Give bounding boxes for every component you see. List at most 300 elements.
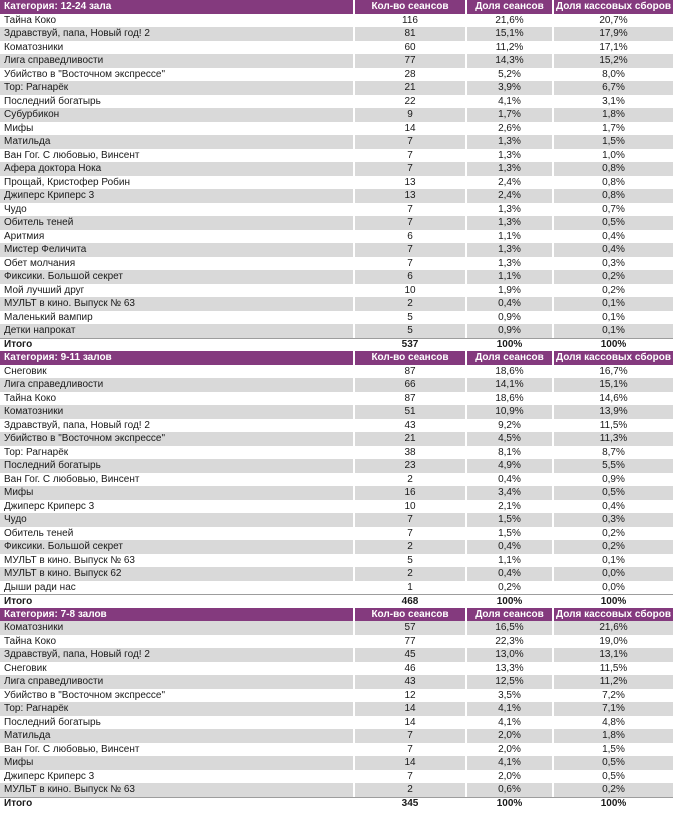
movie-row	[0, 702, 673, 716]
column-header-sessions-count: Кол-во сеансов	[355, 608, 465, 622]
movie-title: Снеговик	[4, 662, 47, 674]
sessions-count: 7	[355, 135, 465, 149]
boxoffice-share: 0,5%	[554, 216, 673, 230]
sessions-count: 7	[355, 513, 465, 527]
sessions-share: 0,4%	[498, 473, 521, 485]
sessions-count: 22	[404, 95, 416, 107]
sessions-count: 7	[355, 729, 465, 743]
sessions-count: 10	[404, 284, 416, 296]
movie-title: Обет молчания	[4, 257, 76, 269]
sessions-share: 4,1%	[498, 95, 521, 107]
movie-row	[0, 284, 673, 298]
sessions-count: 21	[355, 81, 465, 95]
sessions-share: 100%	[496, 798, 523, 809]
category-section	[0, 351, 673, 608]
boxoffice-share: 21,6%	[554, 621, 673, 635]
sessions-share: 13,3%	[495, 662, 524, 674]
sessions-count: 13	[355, 189, 465, 203]
movie-title: Джиперс Криперс 3	[4, 770, 95, 782]
movie-row	[0, 729, 673, 743]
sessions-count: 2	[355, 567, 465, 581]
column-header-sessions-count: Кол-во сеансов	[355, 0, 465, 14]
sessions-count: 7	[407, 527, 413, 539]
boxoffice-share: 6,7%	[554, 81, 673, 95]
boxoffice-share: 0,4%	[554, 243, 673, 257]
boxoffice-share: 14,6%	[599, 392, 628, 404]
boxoffice-share: 7,1%	[554, 702, 673, 716]
sessions-count: 23	[355, 459, 465, 473]
column-header-sessions-share: Доля сеансов	[467, 608, 552, 622]
sessions-share: 18,6%	[495, 392, 524, 404]
sessions-count: 51	[355, 405, 465, 419]
movie-row	[0, 81, 673, 95]
sessions-share: 1,3%	[467, 162, 552, 176]
boxoffice-share: 16,7%	[599, 365, 628, 377]
movie-row	[0, 162, 673, 176]
movie-title: Дыши ради нас	[4, 581, 76, 593]
movie-row	[0, 473, 673, 487]
movie-row	[0, 365, 673, 379]
sessions-count: 7	[407, 149, 413, 161]
movie-title: Тор: Рагнарёк	[0, 702, 353, 716]
sessions-count: 12	[404, 689, 416, 701]
movie-title: Убийство в "Восточном экспрессе"	[0, 432, 353, 446]
boxoffice-share: 5,5%	[554, 459, 673, 473]
movie-title: Мифы	[4, 122, 34, 134]
sessions-count: 2	[355, 783, 465, 797]
sessions-share: 9,2%	[498, 419, 521, 431]
movie-row	[0, 783, 673, 797]
sessions-share: 0,2%	[498, 581, 521, 593]
movie-row	[0, 230, 673, 244]
boxoffice-share: 0,8%	[554, 162, 673, 176]
movie-row	[0, 446, 673, 460]
boxoffice-share: 0,9%	[602, 473, 625, 485]
movie-row	[0, 513, 673, 527]
movie-title: Итого	[4, 339, 33, 350]
boxoffice-share: 11,3%	[554, 432, 673, 446]
boxoffice-share: 11,2%	[554, 675, 673, 689]
sessions-share: 22,3%	[495, 635, 524, 647]
movie-title: МУЛЬТ в кино. Выпуск 62	[0, 567, 353, 581]
movie-row	[0, 689, 673, 703]
boxoffice-share: 15,2%	[554, 54, 673, 68]
movie-row	[0, 176, 673, 190]
movie-row	[0, 95, 673, 109]
column-header-boxoffice-share: Доля кассовых сборов	[554, 0, 673, 14]
movie-title: Детки напрокат	[0, 324, 353, 338]
boxoffice-share: 0,3%	[554, 513, 673, 527]
movie-row	[0, 540, 673, 554]
sessions-share: 16,5%	[467, 621, 552, 635]
movie-row	[0, 27, 673, 41]
boxoffice-share: 0,5%	[554, 756, 673, 770]
sessions-share: 2,1%	[498, 500, 521, 512]
movie-row	[0, 567, 673, 581]
boxoffice-share: 19,0%	[599, 635, 628, 647]
movie-row	[0, 257, 673, 271]
sessions-count: 77	[355, 54, 465, 68]
sessions-share: 2,0%	[467, 729, 552, 743]
sessions-count: 13	[404, 176, 416, 188]
boxoffice-share: 11,5%	[599, 419, 628, 431]
sessions-count: 7	[407, 257, 413, 269]
column-header-boxoffice-share: Доля кассовых сборов	[554, 351, 673, 365]
movie-row	[0, 216, 673, 230]
category-section	[0, 0, 673, 351]
boxoffice-share: 1,5%	[602, 743, 625, 755]
movie-row	[0, 122, 673, 136]
boxoffice-share: 8,0%	[602, 68, 625, 80]
sessions-count: 5	[407, 311, 413, 323]
movie-title: Коматозники	[4, 41, 64, 53]
sessions-share: 1,7%	[467, 108, 552, 122]
sessions-share: 3,5%	[498, 689, 521, 701]
movie-title: Здравствуй, папа, Новый год! 2	[0, 648, 353, 662]
movie-row	[0, 635, 673, 649]
movie-title: Здравствуй, папа, Новый год! 2	[4, 419, 150, 431]
boxoffice-share: 0,1%	[602, 311, 625, 323]
sessions-share: 0,4%	[467, 567, 552, 581]
sessions-count: 116	[402, 14, 418, 26]
sessions-share: 12,5%	[467, 675, 552, 689]
sessions-share: 0,6%	[467, 783, 552, 797]
boxoffice-share: 1,5%	[554, 135, 673, 149]
sessions-count: 66	[355, 378, 465, 392]
sessions-count: 14	[355, 702, 465, 716]
movie-title: Тайна Коко	[4, 392, 57, 404]
movie-row	[0, 581, 673, 595]
sessions-share: 11,2%	[495, 41, 524, 53]
sessions-share: 4,1%	[467, 756, 552, 770]
movie-title: Маленький вампир	[4, 311, 93, 323]
sessions-count: 43	[404, 419, 416, 431]
boxoffice-share: 0,4%	[602, 230, 625, 242]
movie-title: Последний богатырь	[4, 716, 101, 728]
boxoffice-share: 0,5%	[602, 770, 625, 782]
movie-title: Тор: Рагнарёк	[4, 446, 69, 458]
sessions-share: 1,5%	[467, 513, 552, 527]
boxoffice-share: 100%	[600, 595, 627, 607]
sessions-count: 7	[407, 203, 413, 215]
boxoffice-share: 17,9%	[554, 27, 673, 41]
boxoffice-share: 0,2%	[602, 527, 625, 539]
sessions-share: 8,1%	[498, 446, 521, 458]
boxoffice-share: 0,3%	[602, 257, 625, 269]
movie-row	[0, 486, 673, 500]
movie-title: Коматозники	[0, 621, 353, 635]
movie-title: Тайна Коко	[4, 635, 57, 647]
total-row	[0, 338, 673, 352]
boxoffice-share: 0,1%	[602, 554, 625, 566]
sessions-share: 1,3%	[467, 135, 552, 149]
movie-row	[0, 405, 673, 419]
movie-row	[0, 662, 673, 676]
movie-title: Аритмия	[4, 230, 45, 242]
movie-title: Снеговик	[4, 365, 47, 377]
total-row	[0, 594, 673, 608]
sessions-count: 1	[407, 581, 413, 593]
sessions-share: 4,1%	[498, 716, 521, 728]
movie-title: Чудо	[4, 203, 27, 215]
movie-row	[0, 41, 673, 55]
movie-row	[0, 743, 673, 757]
category-header-row	[0, 608, 673, 622]
sessions-count: 7	[355, 216, 465, 230]
sessions-count: 5	[407, 554, 413, 566]
sessions-share: 2,4%	[467, 189, 552, 203]
boxoffice-share: 1,0%	[602, 149, 625, 161]
movie-row	[0, 311, 673, 325]
movie-row	[0, 297, 673, 311]
boxoffice-share: 0,1%	[554, 297, 673, 311]
boxoffice-share: 0,2%	[554, 783, 673, 797]
movie-title: Ван Гог. С любовью, Винсент	[4, 743, 140, 755]
sessions-count: 468	[401, 595, 419, 607]
boxoffice-share: 1,8%	[554, 108, 673, 122]
sessions-share: 1,5%	[498, 527, 521, 539]
sessions-share: 0,9%	[467, 324, 552, 338]
boxoffice-share: 0,2%	[554, 270, 673, 284]
boxoffice-share: 0,8%	[554, 189, 673, 203]
movie-title: Фиксики. Большой секрет	[0, 270, 353, 284]
sessions-share: 21,6%	[495, 14, 524, 26]
sessions-share: 4,5%	[467, 432, 552, 446]
sessions-count: 7	[407, 743, 413, 755]
movie-title: Тайна Коко	[4, 14, 57, 26]
movie-title: Итого	[4, 595, 33, 607]
movie-title: Прощай, Кристофер Робин	[4, 176, 131, 188]
movie-title: Мифы	[0, 756, 353, 770]
movie-row	[0, 324, 673, 338]
movie-row	[0, 135, 673, 149]
movie-row	[0, 378, 673, 392]
movie-row	[0, 203, 673, 217]
boxoffice-share: 0,0%	[554, 567, 673, 581]
sessions-count: 537	[401, 339, 419, 350]
movie-title: Коматозники	[0, 405, 353, 419]
boxoffice-share: 0,5%	[554, 486, 673, 500]
sessions-count: 45	[355, 648, 465, 662]
sessions-share: 3,4%	[467, 486, 552, 500]
boxoffice-share: 20,7%	[599, 14, 628, 26]
movie-title: Убийство в "Восточном экспрессе"	[4, 68, 166, 80]
sessions-count: 14	[355, 756, 465, 770]
column-header-sessions-count: Кол-во сеансов	[355, 351, 465, 365]
movie-row	[0, 270, 673, 284]
sessions-share: 100%	[496, 595, 523, 607]
sessions-count: 87	[404, 365, 416, 377]
movie-row	[0, 500, 673, 514]
movie-row	[0, 554, 673, 568]
sessions-count: 60	[404, 41, 416, 53]
sessions-count: 345	[401, 798, 419, 809]
movie-row	[0, 392, 673, 406]
movie-title: Матильда	[0, 135, 353, 149]
sessions-count: 7	[407, 770, 413, 782]
sessions-share: 13,0%	[467, 648, 552, 662]
movie-row	[0, 54, 673, 68]
sessions-count: 14	[404, 716, 416, 728]
movie-row	[0, 527, 673, 541]
boxoffice-share: 0,1%	[554, 324, 673, 338]
sessions-count: 43	[355, 675, 465, 689]
movie-title: МУЛЬТ в кино. Выпуск № 63	[0, 783, 353, 797]
sessions-share: 0,9%	[498, 311, 521, 323]
movie-row	[0, 432, 673, 446]
movie-row	[0, 68, 673, 82]
sessions-share: 2,0%	[498, 743, 521, 755]
movie-row	[0, 419, 673, 433]
sessions-count: 9	[355, 108, 465, 122]
sessions-share: 4,9%	[467, 459, 552, 473]
sessions-count: 46	[404, 662, 416, 674]
category-title: Категория: 9-11 залов	[0, 351, 353, 365]
movie-title: Убийство в "Восточном экспрессе"	[4, 689, 166, 701]
sessions-count: 6	[407, 230, 413, 242]
sessions-count: 21	[355, 432, 465, 446]
sessions-share: 18,6%	[495, 365, 524, 377]
sessions-count: 2	[407, 473, 413, 485]
boxoffice-share: 0,4%	[602, 500, 625, 512]
movie-row	[0, 459, 673, 473]
movie-row	[0, 756, 673, 770]
boxoffice-share: 1,7%	[602, 122, 625, 134]
movie-row	[0, 716, 673, 730]
sessions-share: 1,9%	[498, 284, 521, 296]
movie-title: Ван Гог. С любовью, Винсент	[4, 473, 140, 485]
movie-title: Лига справедливости	[0, 675, 353, 689]
sessions-count: 2	[355, 297, 465, 311]
movie-title: Джиперс Криперс 3	[0, 189, 353, 203]
sessions-share: 1,3%	[467, 216, 552, 230]
column-header-boxoffice-share: Доля кассовых сборов	[554, 608, 673, 622]
movie-title: Лига справедливости	[0, 54, 353, 68]
movie-title: Обитель теней	[4, 527, 74, 539]
category-section	[0, 608, 673, 811]
category-title: Категория: 12-24 зала	[0, 0, 353, 14]
movie-title: Субурбикон	[0, 108, 353, 122]
sessions-share: 1,3%	[498, 149, 521, 161]
column-header-sessions-share: Доля сеансов	[467, 351, 552, 365]
movie-row	[0, 14, 673, 28]
sessions-share: 15,1%	[467, 27, 552, 41]
boxoffice-share: 0,0%	[602, 581, 625, 593]
sessions-count: 7	[355, 162, 465, 176]
movie-row	[0, 648, 673, 662]
sessions-share: 2,6%	[498, 122, 521, 134]
sessions-share: 14,3%	[467, 54, 552, 68]
movie-title: МУЛЬТ в кино. Выпуск № 63	[0, 297, 353, 311]
boxoffice-share: 0,2%	[554, 540, 673, 554]
movie-title: Мифы	[0, 486, 353, 500]
movie-row	[0, 770, 673, 784]
boxoffice-share: 7,2%	[602, 689, 625, 701]
boxoffice-share: 3,1%	[602, 95, 625, 107]
movie-title: Мой лучший друг	[4, 284, 85, 296]
movie-title: Последний богатырь	[4, 95, 101, 107]
column-header-sessions-share: Доля сеансов	[467, 0, 552, 14]
movie-title: Фиксики. Большой секрет	[0, 540, 353, 554]
category-header-row	[0, 0, 673, 14]
sessions-share: 14,1%	[467, 378, 552, 392]
movie-row	[0, 621, 673, 635]
sessions-share: 0,4%	[467, 540, 552, 554]
movie-title: Обитель теней	[0, 216, 353, 230]
boxoffice-share: 11,5%	[599, 662, 628, 674]
sessions-share: 0,4%	[467, 297, 552, 311]
boxoffice-share: 15,1%	[554, 378, 673, 392]
movie-title: Матильда	[0, 729, 353, 743]
boxoffice-share: 8,7%	[602, 446, 625, 458]
sessions-share: 1,1%	[498, 554, 521, 566]
sessions-count: 6	[355, 270, 465, 284]
sessions-share: 2,0%	[498, 770, 521, 782]
movie-title: Ван Гог. С любовью, Винсент	[4, 149, 140, 161]
movie-title: Лига справедливости	[0, 378, 353, 392]
category-header-row	[0, 351, 673, 365]
boxoffice-share: 13,9%	[554, 405, 673, 419]
movie-row	[0, 189, 673, 203]
sessions-count: 87	[404, 392, 416, 404]
sessions-count: 28	[404, 68, 416, 80]
movie-title: Здравствуй, папа, Новый год! 2	[0, 27, 353, 41]
movie-row	[0, 108, 673, 122]
movie-row	[0, 675, 673, 689]
boxoffice-share: 1,8%	[554, 729, 673, 743]
sessions-count: 2	[355, 540, 465, 554]
sessions-count: 10	[404, 500, 416, 512]
sessions-share: 1,1%	[467, 270, 552, 284]
sessions-share: 4,1%	[467, 702, 552, 716]
sessions-share: 10,9%	[467, 405, 552, 419]
sessions-count: 5	[355, 324, 465, 338]
boxoffice-share: 100%	[600, 339, 627, 350]
sessions-count: 81	[355, 27, 465, 41]
sessions-count: 7	[355, 243, 465, 257]
movie-title: Последний богатырь	[0, 459, 353, 473]
movie-row	[0, 243, 673, 257]
boxoffice-share: 0,7%	[602, 203, 625, 215]
boxoffice-share: 0,2%	[602, 284, 625, 296]
movie-title: Итого	[4, 798, 33, 809]
movie-title: Джиперс Криперс 3	[4, 500, 95, 512]
boxoffice-share: 13,1%	[554, 648, 673, 662]
total-row	[0, 797, 673, 811]
boxoffice-share: 4,8%	[602, 716, 625, 728]
sessions-share: 2,4%	[498, 176, 521, 188]
sessions-count: 14	[404, 122, 416, 134]
category-title: Категория: 7-8 залов	[0, 608, 353, 622]
sessions-share: 1,1%	[498, 230, 521, 242]
movie-title: Чудо	[0, 513, 353, 527]
movie-title: Афера доктора Нока	[0, 162, 353, 176]
movie-title: Тор: Рагнарёк	[0, 81, 353, 95]
sessions-count: 38	[404, 446, 416, 458]
boxoffice-share: 100%	[600, 798, 627, 809]
sessions-count: 57	[355, 621, 465, 635]
sessions-share: 5,2%	[498, 68, 521, 80]
movie-title: Мистер Феличита	[0, 243, 353, 257]
boxoffice-share: 17,1%	[599, 41, 628, 53]
sessions-count: 77	[404, 635, 416, 647]
sessions-share: 1,3%	[467, 243, 552, 257]
sessions-share: 100%	[496, 339, 523, 350]
movie-title: МУЛЬТ в кино. Выпуск № 63	[4, 554, 135, 566]
sessions-count: 16	[355, 486, 465, 500]
sessions-share: 1,3%	[498, 203, 521, 215]
sessions-share: 1,3%	[498, 257, 521, 269]
